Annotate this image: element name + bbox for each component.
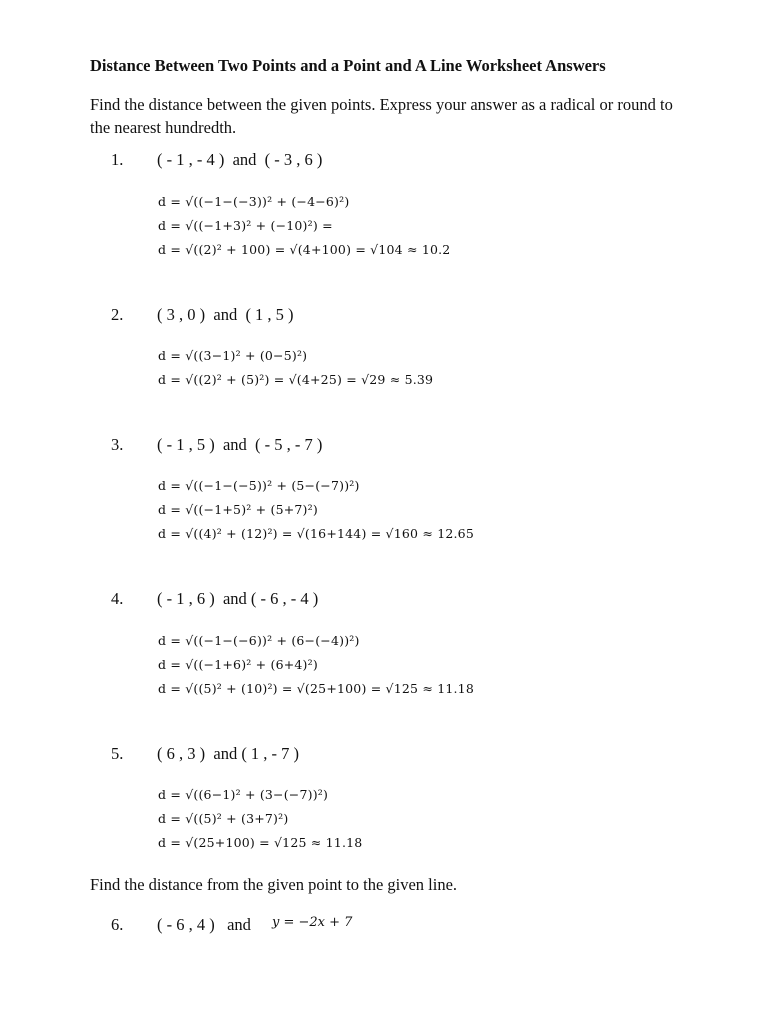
problem-3-step-2: d = √((−1+5)² + (5+7)²) [158, 502, 318, 517]
problem-3-step-1: d = √((−1−(−5))² + (5−(−7))²) [158, 478, 360, 493]
problem-2-number: 2. [111, 305, 124, 324]
problem-1-points: ( - 1 , - 4 ) and ( - 3 , 6 ) [157, 150, 323, 169]
problem-3-number: 3. [111, 435, 124, 454]
problem-5-step-3: d = √(25+100) = √125 ≈ 11.18 [158, 835, 363, 850]
instructions-line: Find the distance from the given point to the given line. [90, 875, 458, 894]
problem-1-step-2: d = √((−1+3)² + (−10)²) = [158, 218, 333, 233]
problem-5-number: 5. [111, 744, 124, 763]
problem-5-step-1: d = √((6−1)² + (3−(−7))²) [158, 787, 329, 802]
problem-4-points: ( - 1 , 6 ) and ( - 6 , - 4 ) [157, 589, 319, 608]
problem-4-number: 4. [111, 589, 124, 608]
problem-1-step-1: d = √((−1−(−3))² + (−4−6)²) [158, 194, 350, 209]
problem-6-number: 6. [111, 915, 124, 934]
problem-4-step-2: d = √((−1+6)² + (6+4)²) [158, 657, 318, 672]
problem-4-step-3: d = √((5)² + (10)²) = √(25+100) = √125 ≈ 11.18 [158, 681, 474, 696]
problem-2-points: ( 3 , 0 ) and ( 1 , 5 ) [157, 305, 294, 324]
problem-1-number: 1. [111, 150, 124, 169]
problem-3-points: ( - 1 , 5 ) and ( - 5 , - 7 ) [157, 435, 323, 454]
instructions-points: Find the distance between the given points. Express your answer as a radical or round to the nearest hundredth. [90, 95, 673, 137]
problem-4-step-1: d = √((−1−(−6))² + (6−(−4))²) [158, 633, 360, 648]
page-title: Distance Between Two Points and a Point and A Line Worksheet Answers [90, 56, 606, 75]
problem-5-step-2: d = √((5)² + (3+7)²) [158, 811, 289, 826]
problem-6-points: ( - 6 , 4 ) and [157, 915, 251, 934]
problem-2-step-2: d = √((2)² + (5)²) = √(4+25) = √29 ≈ 5.39 [158, 372, 434, 387]
problem-2-step-1: d = √((3−1)² + (0−5)²) [158, 348, 308, 363]
problem-6-line-equation: y = −2x + 7 [272, 915, 353, 930]
problem-5-points: ( 6 , 3 ) and ( 1 , - 7 ) [157, 744, 300, 763]
problem-3-step-3: d = √((4)² + (12)²) = √(16+144) = √160 ≈ 12.65 [158, 526, 474, 541]
problem-1-step-3: d = √((2)² + 100) = √(4+100) = √104 ≈ 10.2 [158, 242, 451, 257]
